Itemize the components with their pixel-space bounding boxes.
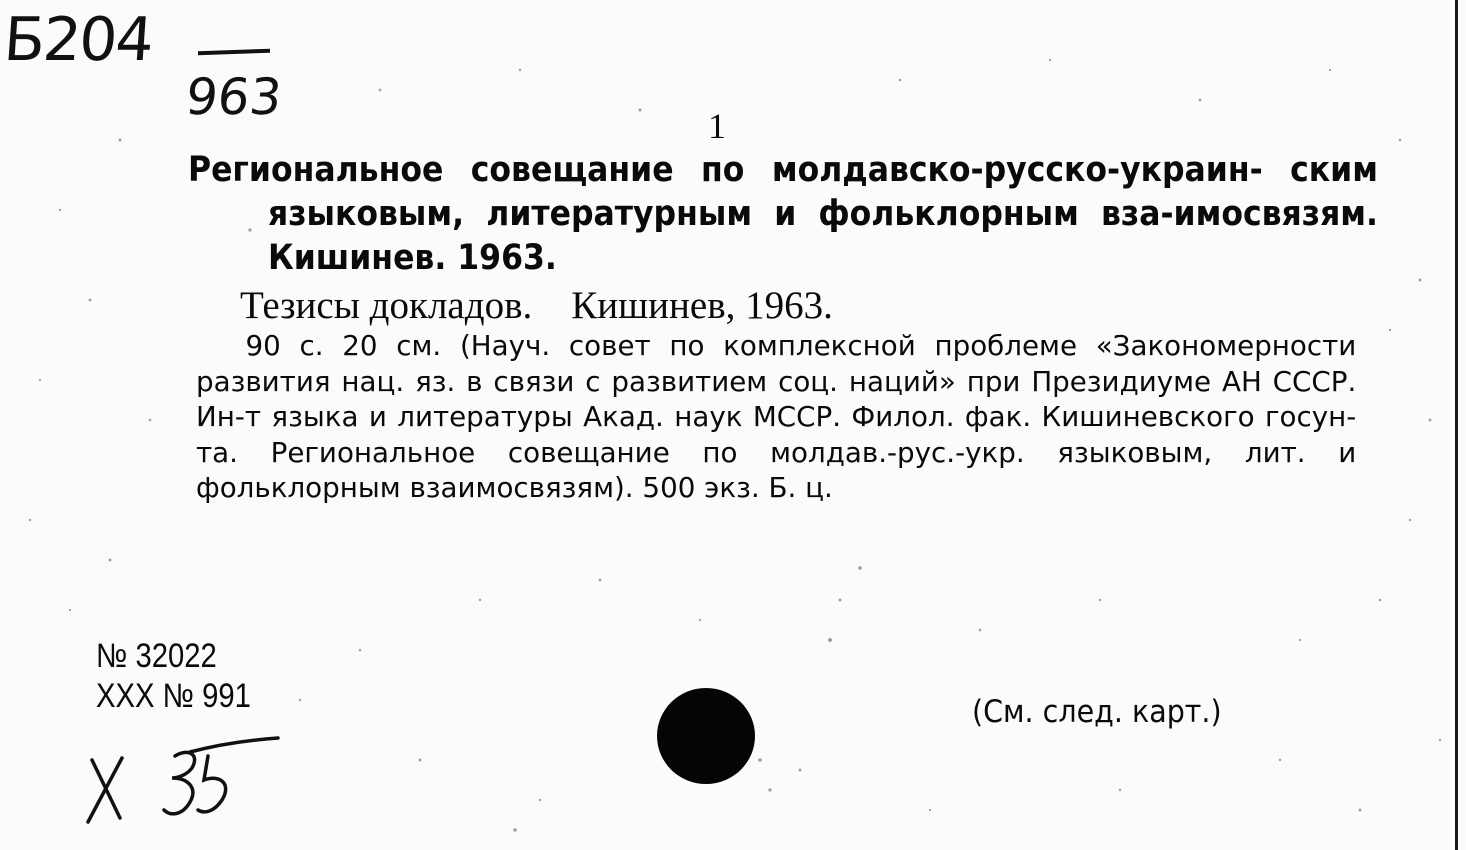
card-description: 90 с. 20 см. (Науч. совет по комплексной проблеме «Закономерности развития нац. яз. в связи с развитием соц. наций» при Президиуме АН СССР. Ин-т языка и литературы Акад. наук МССР. Филол. фак. Кишиневского госун-та. Региональное совещание по молдав.-рус.-укр. языковым, лит. и фольклорным взаимосвязям). 500 экз. Б. ц.: [196, 329, 1357, 504]
card-number: 1: [708, 106, 726, 146]
registration-number: № 32022: [96, 637, 217, 675]
handwritten-shelfmark: Б204: [1, 5, 155, 75]
handwritten-dash: [198, 49, 270, 56]
series-number: XXX № 991: [96, 677, 251, 715]
punch-hole: [657, 688, 755, 784]
continuation-note: (См. след. карт.): [972, 694, 1222, 730]
handwritten-sub-number: 963: [182, 68, 285, 126]
card-right-edge: [1455, 0, 1458, 850]
registration-block: [96, 636, 251, 716]
card-heading: [188, 148, 1378, 280]
card-subtitle: Тезисы докладов. Кишинев, 1963.: [240, 284, 833, 327]
heading-line-1: Региональное совещание по молдавско-русско-украин-: [188, 150, 1263, 190]
heading-continuation: ским языковым, литературным и фольклорным вза-имосвязям. Кишинев. 1963.: [268, 150, 1378, 278]
heading-text: [188, 148, 1378, 280]
handwritten-bottom-note: [80, 730, 280, 830]
